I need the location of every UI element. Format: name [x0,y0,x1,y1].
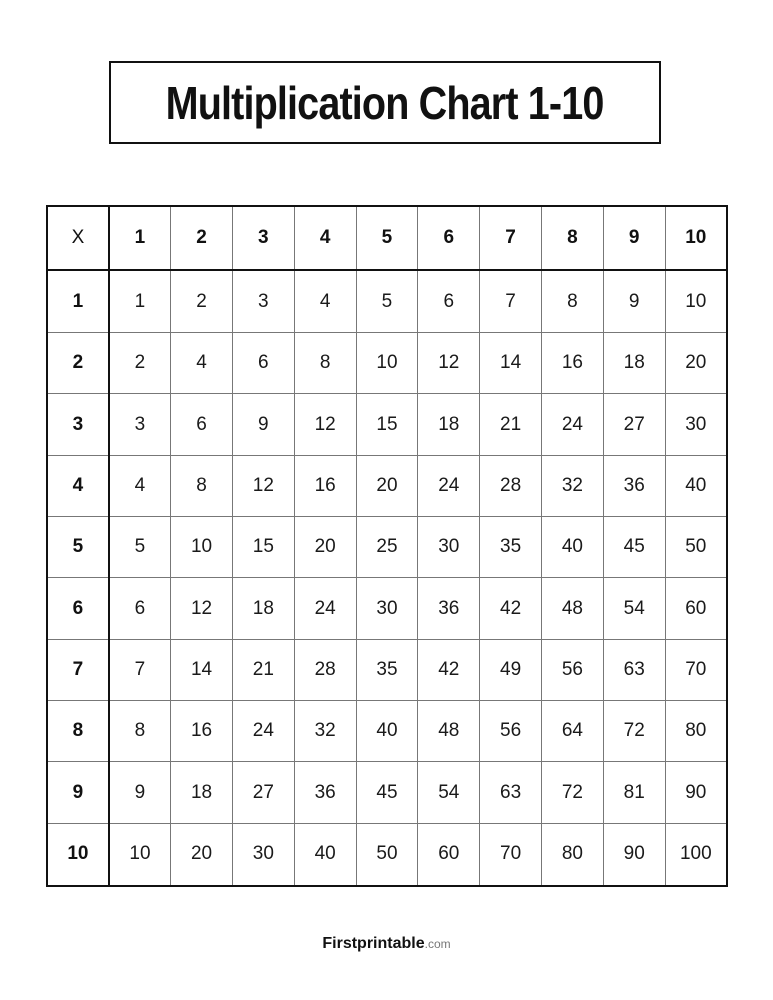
product-cell: 14 [171,639,233,700]
product-cell: 8 [109,701,171,762]
footer-brand [0,935,773,953]
product-cell: 49 [480,639,542,700]
product-cell: 48 [542,578,604,639]
product-cell: 54 [603,578,665,639]
product-cell: 80 [542,823,604,886]
product-cell: 50 [665,517,727,578]
product-cell: 10 [109,823,171,886]
product-cell: 20 [356,455,418,516]
column-header: 8 [542,206,604,270]
product-cell: 8 [542,270,604,333]
product-cell: 24 [542,394,604,455]
product-cell: 6 [171,394,233,455]
row-header: 7 [47,639,109,700]
product-cell: 10 [171,517,233,578]
product-cell: 2 [109,333,171,394]
product-cell: 27 [603,394,665,455]
product-cell: 18 [418,394,480,455]
product-cell: 18 [171,762,233,823]
product-cell: 10 [665,270,727,333]
product-cell: 15 [356,394,418,455]
product-cell: 4 [294,270,356,333]
product-cell: 8 [294,333,356,394]
product-cell: 42 [418,639,480,700]
product-cell: 90 [603,823,665,886]
row-header: 8 [47,701,109,762]
table-header-row [47,206,727,270]
product-cell: 60 [665,578,727,639]
product-cell: 70 [480,823,542,886]
product-cell: 48 [418,701,480,762]
product-cell: 24 [418,455,480,516]
product-cell: 56 [542,639,604,700]
product-cell: 14 [480,333,542,394]
product-cell: 25 [356,517,418,578]
product-cell: 36 [603,455,665,516]
column-header: 9 [603,206,665,270]
product-cell: 9 [232,394,294,455]
multiplication-table [46,205,728,887]
product-cell: 32 [294,701,356,762]
table-row [47,762,727,823]
product-cell: 40 [294,823,356,886]
table-row [47,823,727,886]
column-header: 5 [356,206,418,270]
product-cell: 28 [480,455,542,516]
table-row [47,578,727,639]
table-row [47,333,727,394]
product-cell: 18 [603,333,665,394]
product-cell: 63 [480,762,542,823]
product-cell: 81 [603,762,665,823]
product-cell: 10 [356,333,418,394]
product-cell: 15 [232,517,294,578]
column-header: 7 [480,206,542,270]
product-cell: 30 [356,578,418,639]
product-cell: 54 [418,762,480,823]
product-cell: 45 [603,517,665,578]
product-cell: 60 [418,823,480,886]
row-header: 4 [47,455,109,516]
product-cell: 30 [665,394,727,455]
product-cell: 12 [171,578,233,639]
product-cell: 1 [109,270,171,333]
product-cell: 100 [665,823,727,886]
page-title: Multiplication Chart 1-10 [166,76,604,129]
product-cell: 12 [232,455,294,516]
product-cell: 9 [603,270,665,333]
product-cell: 4 [171,333,233,394]
product-cell: 3 [109,394,171,455]
product-cell: 40 [665,455,727,516]
row-header: 6 [47,578,109,639]
row-header: 2 [47,333,109,394]
product-cell: 70 [665,639,727,700]
product-cell: 35 [356,639,418,700]
product-cell: 36 [294,762,356,823]
table-row [47,517,727,578]
product-cell: 9 [109,762,171,823]
product-cell: 24 [294,578,356,639]
product-cell: 28 [294,639,356,700]
product-cell: 7 [480,270,542,333]
column-header: 10 [665,206,727,270]
row-header: 5 [47,517,109,578]
product-cell: 56 [480,701,542,762]
product-cell: 4 [109,455,171,516]
product-cell: 5 [356,270,418,333]
column-header: 2 [171,206,233,270]
table-row [47,639,727,700]
product-cell: 90 [665,762,727,823]
product-cell: 16 [542,333,604,394]
product-cell: 35 [480,517,542,578]
product-cell: 8 [171,455,233,516]
product-cell: 24 [232,701,294,762]
product-cell: 42 [480,578,542,639]
product-cell: 30 [232,823,294,886]
product-cell: 45 [356,762,418,823]
product-cell: 20 [171,823,233,886]
product-cell: 21 [480,394,542,455]
product-cell: 20 [294,517,356,578]
table-row [47,394,727,455]
row-header: 1 [47,270,109,333]
table-row [47,701,727,762]
brand-domain: .com [424,937,451,951]
product-cell: 80 [665,701,727,762]
product-cell: 40 [542,517,604,578]
product-cell: 16 [171,701,233,762]
product-cell: 12 [418,333,480,394]
product-cell: 36 [418,578,480,639]
product-cell: 64 [542,701,604,762]
product-cell: 27 [232,762,294,823]
product-cell: 72 [542,762,604,823]
product-cell: 5 [109,517,171,578]
product-cell: 16 [294,455,356,516]
column-header: 3 [232,206,294,270]
product-cell: 7 [109,639,171,700]
row-header: 3 [47,394,109,455]
title-box [109,61,661,144]
product-cell: 2 [171,270,233,333]
product-cell: 50 [356,823,418,886]
row-header: 9 [47,762,109,823]
product-cell: 72 [603,701,665,762]
product-cell: 6 [109,578,171,639]
row-header: 10 [47,823,109,886]
column-header: 1 [109,206,171,270]
table-row [47,270,727,333]
product-cell: 32 [542,455,604,516]
column-header: 4 [294,206,356,270]
product-cell: 12 [294,394,356,455]
product-cell: 3 [232,270,294,333]
product-cell: 21 [232,639,294,700]
product-cell: 6 [418,270,480,333]
product-cell: 40 [356,701,418,762]
brand-name: Firstprintable [322,935,425,952]
column-header: 6 [418,206,480,270]
product-cell: 20 [665,333,727,394]
table-row [47,455,727,516]
product-cell: 6 [232,333,294,394]
product-cell: 30 [418,517,480,578]
product-cell: 18 [232,578,294,639]
corner-cell: X [47,206,109,270]
product-cell: 63 [603,639,665,700]
